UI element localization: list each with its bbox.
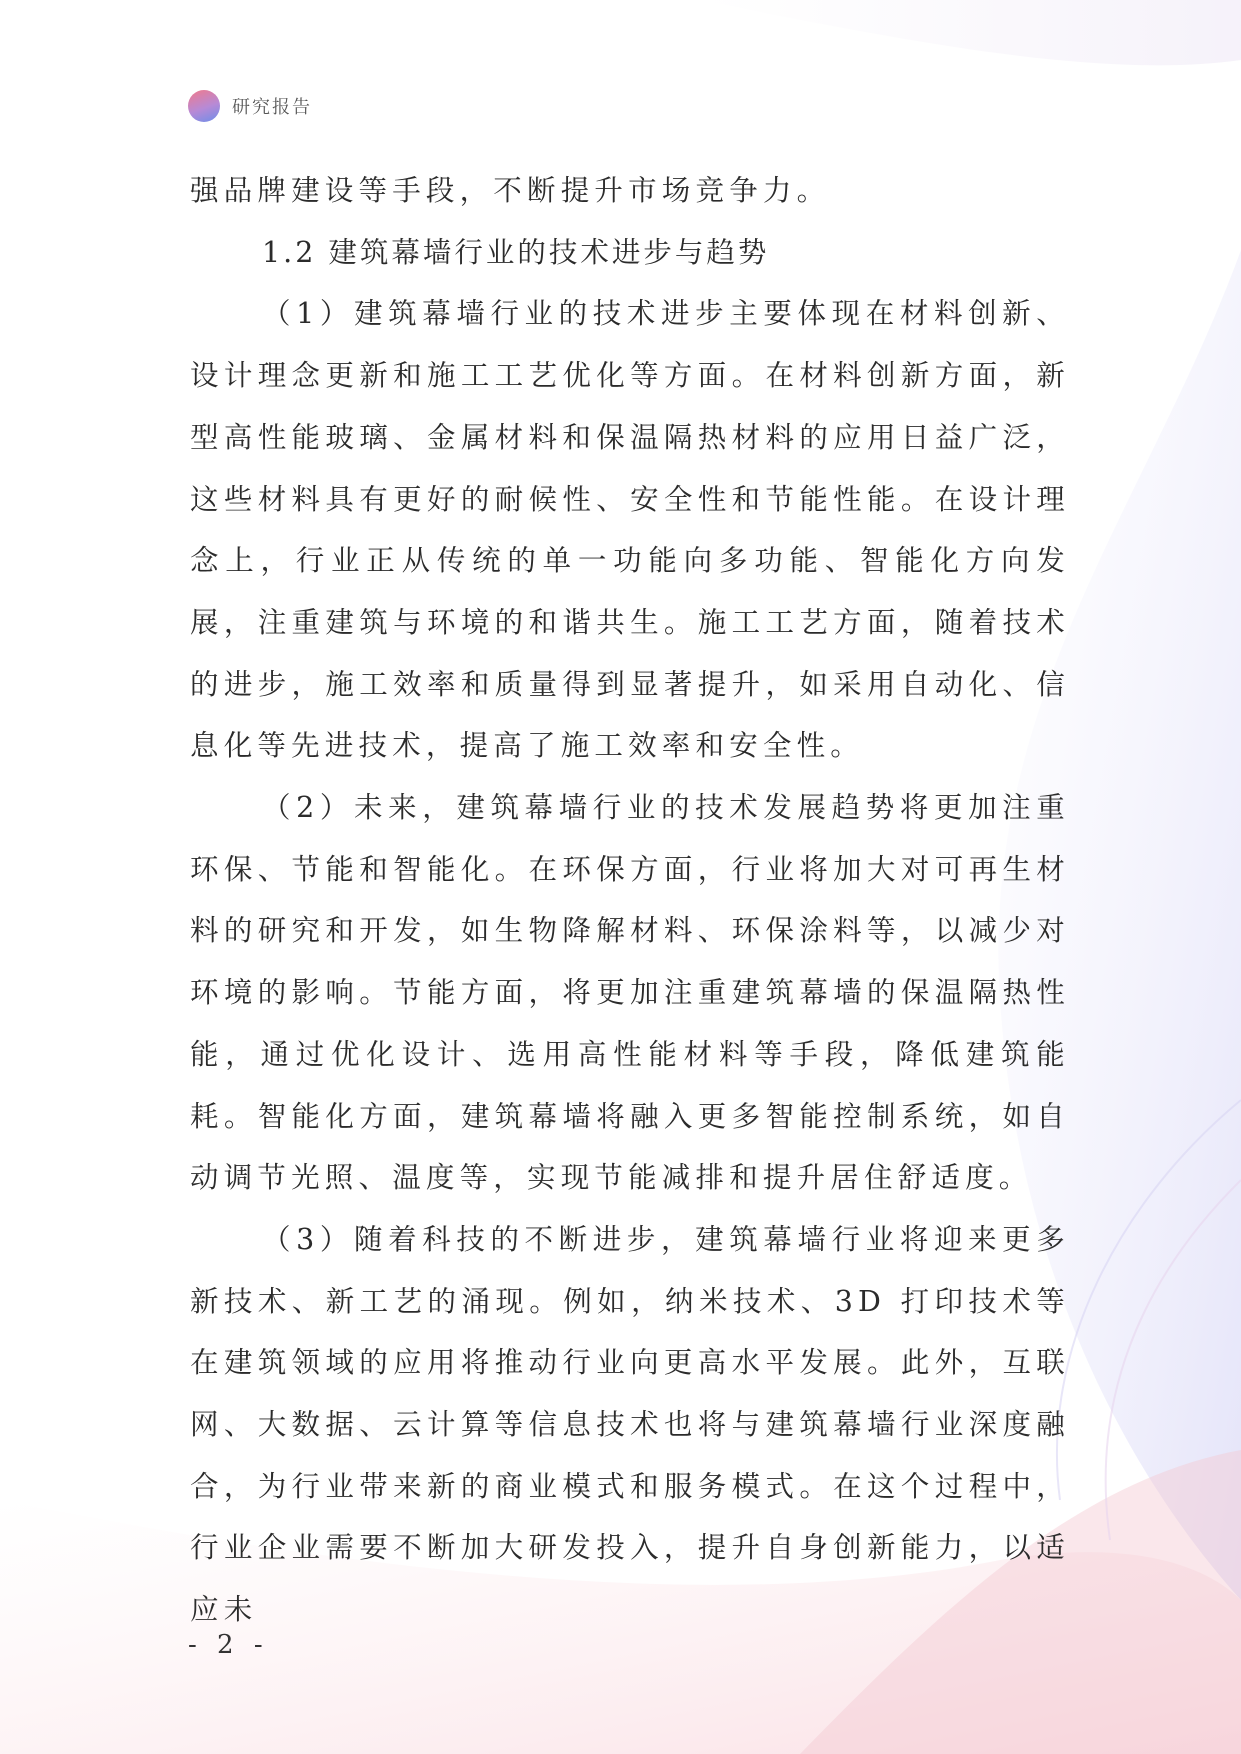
paragraph-2: （2）未来，建筑幕墙行业的技术发展趋势将更加注重环保、节能和智能化。在环保方面，行业将加大对可再生材料的研究和开发，如生物降解材料、环保涂料等，以减少对环境的影响。节能方面，将更加注重建筑幕墙的保温隔热性能，通过优化设计、选用高性能材料等手段，降低建筑能耗。智能化方面，建筑幕墙将融入更多智能控制系统，如自动调节光照、温度等，实现节能减排和提升居住舒适度。 — [190, 791, 1070, 1195]
paragraph-continuation: 强品牌建设等手段，不断提升市场竞争力。 — [190, 174, 831, 207]
logo-dot-icon — [188, 90, 220, 122]
header-title: 研究报告 — [232, 97, 312, 118]
document-body — [190, 160, 1070, 1641]
paragraph-1: （1）建筑幕墙行业的技术进步主要体现在材料创新、设计理念更新和施工工艺优化等方面。在材料创新方面，新型高性能玻璃、金属材料和保温隔热材料的应用日益广泛，这些材料具有更好的耐候性、安全性和节能性能。在设计理念上，行业正从传统的单一功能向多功能、智能化方向发展，注重建筑与环境的和谐共生。施工工艺方面，随着技术的进步，施工效率和质量得到显著提升，如采用自动化、信息化等先进技术，提高了施工效率和安全性。 — [190, 297, 1070, 763]
page-number: - 2 - — [188, 1630, 269, 1660]
paragraph-3: （3）随着科技的不断进步，建筑幕墙行业将迎来更多新技术、新工艺的涌现。例如，纳米技术、3D 打印技术等在建筑领域的应用将推动行业向更高水平发展。此外，互联网、大数据、云计算等信息技术也将与建筑幕墙行业深度融合，为行业带来新的商业模式和服务模式。在这个过程中，行业企业需要不断加大研发投入，提升自身创新能力，以适应未 — [190, 1222, 1070, 1627]
report-header — [188, 89, 312, 123]
section-heading: 1.2 建筑幕墙行业的技术进步与趋势 — [262, 235, 770, 269]
